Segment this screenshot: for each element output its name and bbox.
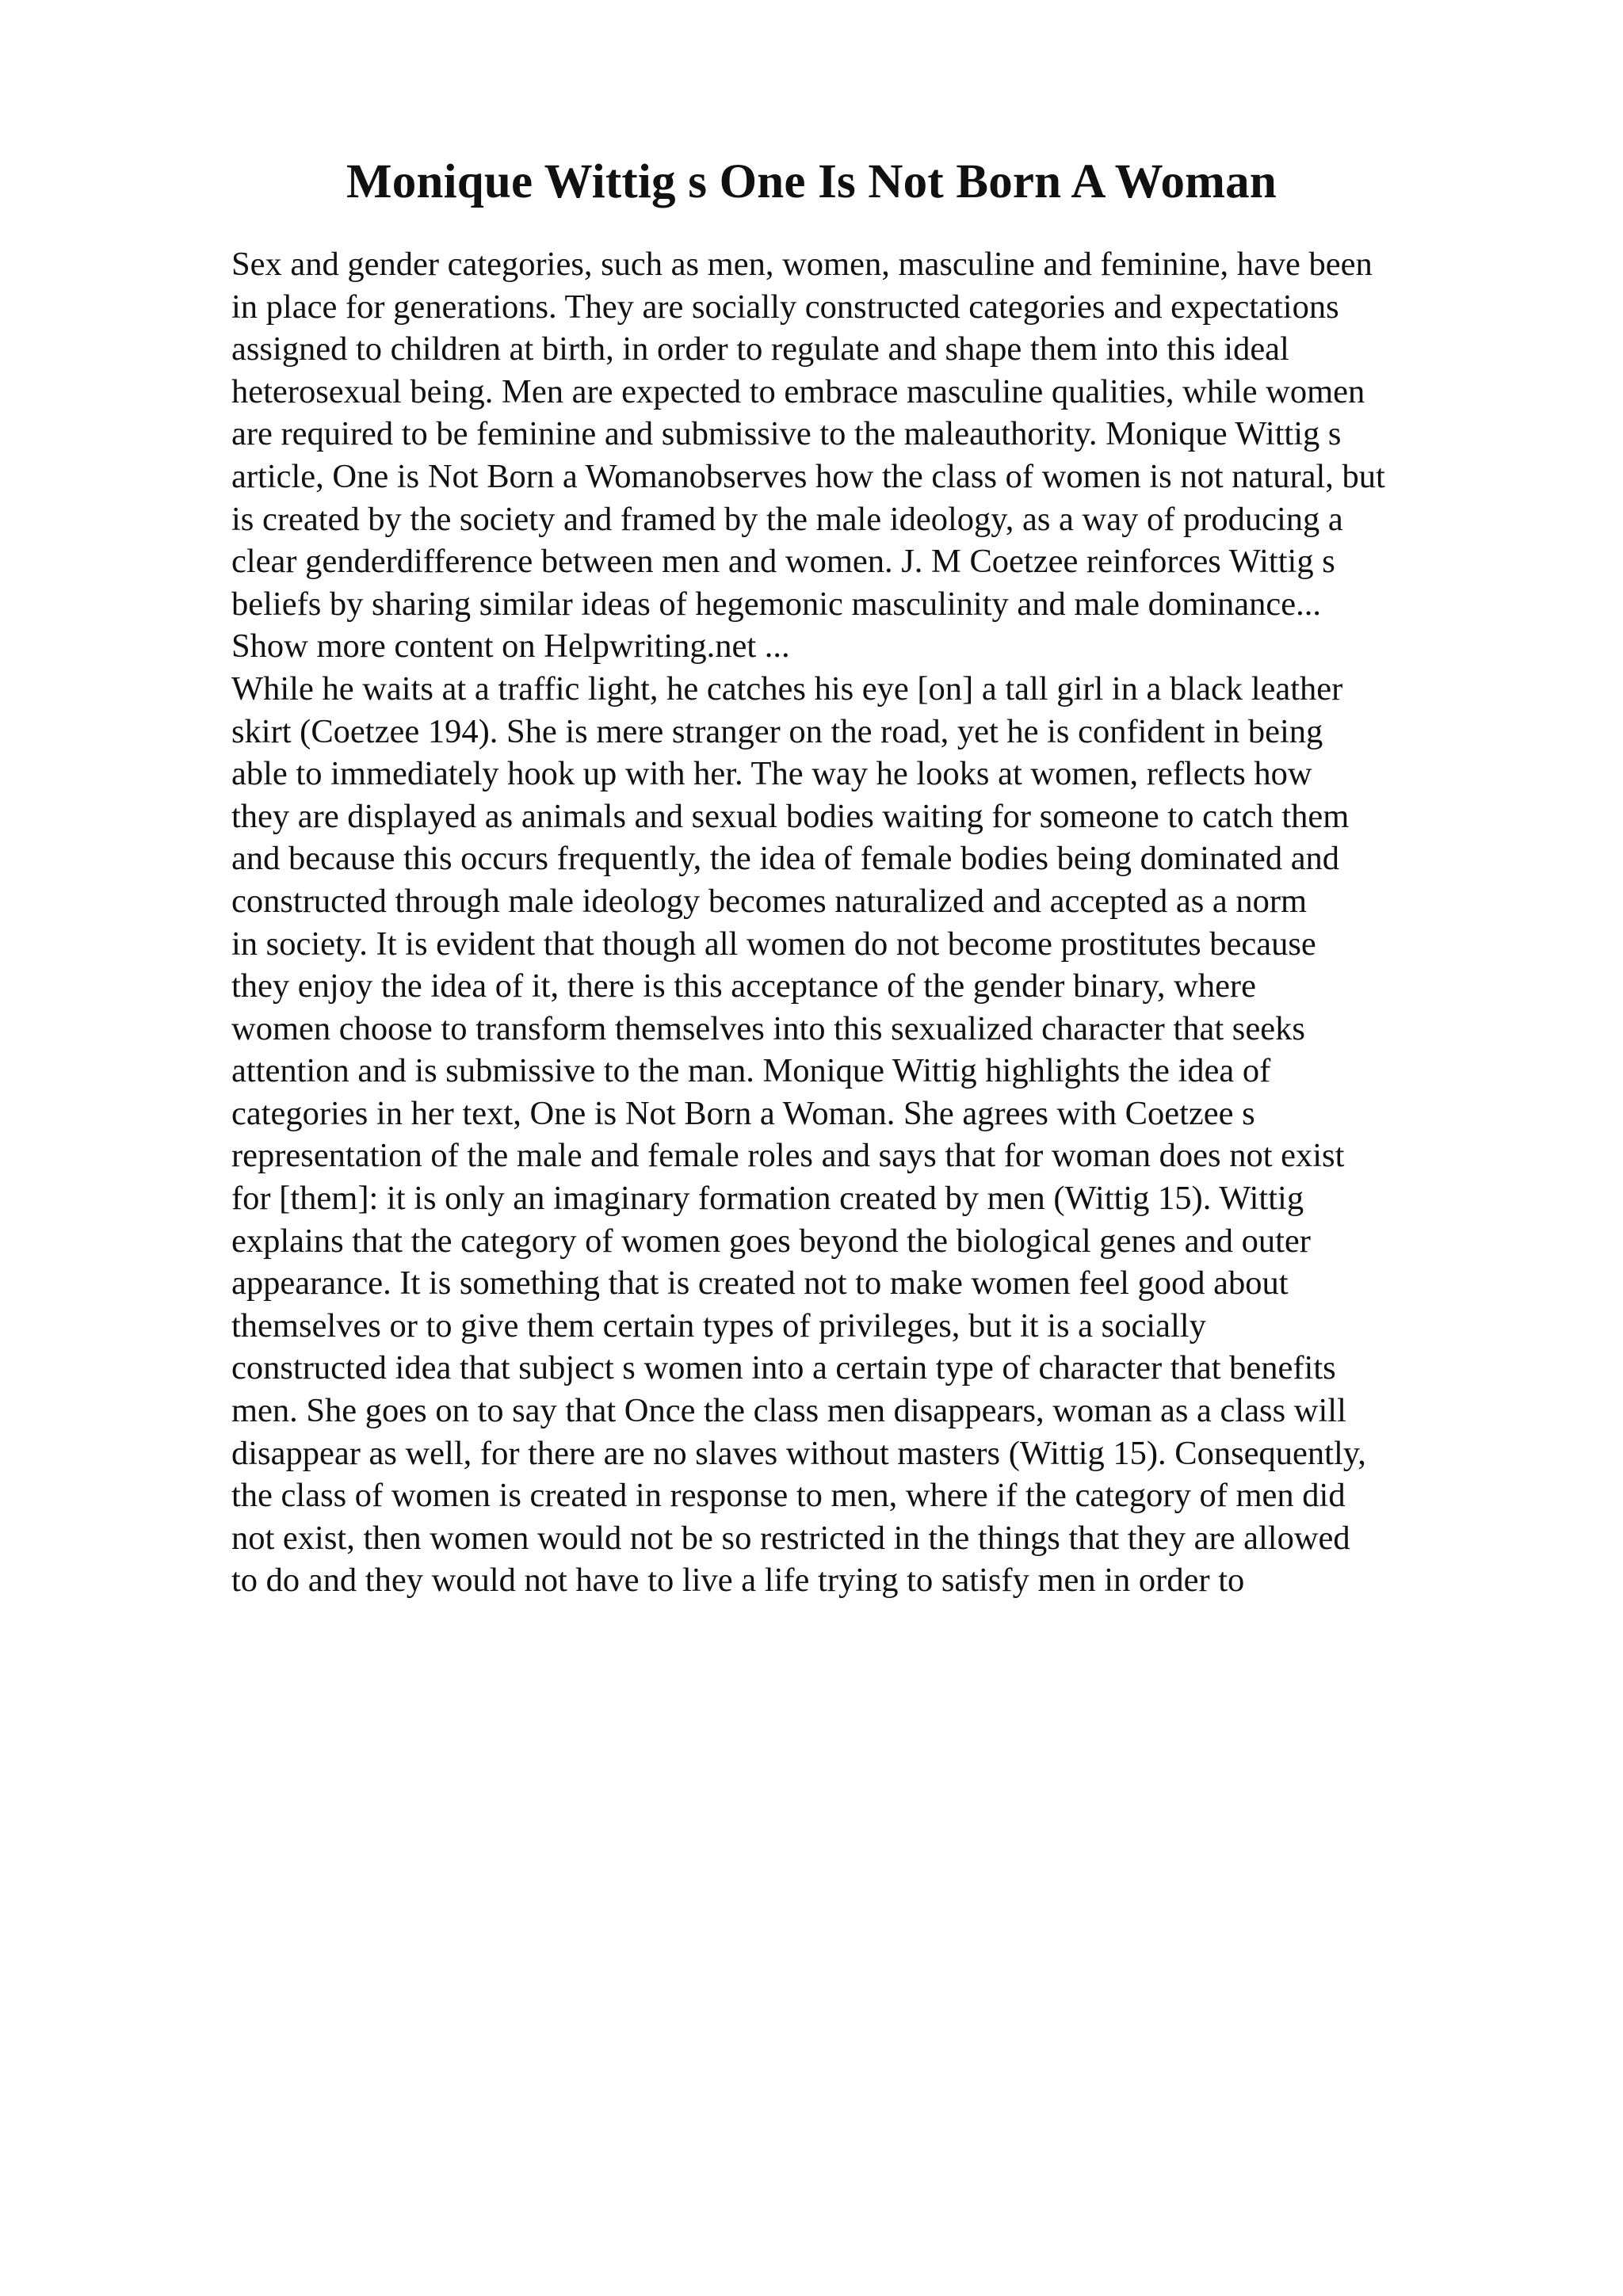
body-line: for [them]: it is only an imaginary formation created by men (Wittig 15). Wittig <box>231 1180 1304 1218</box>
show-more-link[interactable]: Show more content on Helpwriting.net ... <box>231 627 790 666</box>
body-line: and because this occurs frequently, the idea of female bodies being dominated and <box>231 840 1340 878</box>
body-line: heterosexual being. Men are expected to embrace masculine qualities, while women <box>231 372 1365 410</box>
body-line: skirt (Coetzee 194). She is mere stranger on the road, yet he is confident in being <box>231 712 1323 750</box>
body-line: constructed idea that subject s women into a certain type of character that benefits <box>231 1349 1336 1387</box>
body-line: explains that the category of women goes beyond the biological genes and outer <box>231 1222 1311 1260</box>
body-line: they enjoy the idea of it, there is this acceptance of the gender binary, where <box>231 967 1256 1005</box>
body-line: not exist, then women would not be so restricted in the things that they are allowed <box>231 1519 1350 1557</box>
body-line: able to immediately hook up with her. The way he looks at women, reflects how <box>231 755 1312 793</box>
body-line: article, One is Not Born a Womanobserves how the class of women is not natural, but <box>231 457 1385 495</box>
body-line: beliefs by sharing similar ideas of hegemonic masculinity and male dominance... <box>231 585 1321 623</box>
body-line: to do and they would not have to live a life trying to satisfy men in order to <box>231 1562 1245 1600</box>
body-line: themselves or to give them certain types of privileges, but it is a socially <box>231 1306 1206 1344</box>
body-line: men. She goes on to say that Once the class men disappears, woman as a class will <box>231 1392 1346 1430</box>
body-line: While he waits at a traffic light, he catches his eye [on] a tall girl in a black leather <box>231 669 1343 707</box>
document-title: Monique Wittig s One Is Not Born A Woman <box>346 155 1277 208</box>
body-line: the class of women is created in response to men, where if the category of men did <box>231 1477 1346 1515</box>
document-body <box>231 243 1531 1602</box>
body-line: categories in her text, One is Not Born a Woman. She agrees with Coetzee s <box>231 1094 1255 1132</box>
body-line: disappear as well, for there are no slaves without masters (Wittig 15). Consequently, <box>231 1434 1366 1472</box>
body-line: are required to be feminine and submissive to the maleauthority. Monique Wittig s <box>231 415 1342 453</box>
body-line: clear genderdifference between men and women. J. M Coetzee reinforces Wittig s <box>231 543 1335 581</box>
body-line: in society. It is evident that though all women do not become prostitutes because <box>231 925 1316 963</box>
body-line: in place for generations. They are socially constructed categories and expectations <box>231 288 1339 326</box>
body-line: women choose to transform themselves into this sexualized character that seeks <box>231 1009 1305 1047</box>
body-line: appearance. It is something that is created not to make women feel good about <box>231 1264 1289 1302</box>
body-line: constructed through male ideology becomes naturalized and accepted as a norm <box>231 882 1308 920</box>
body-line: attention and is submissive to the man. Monique Wittig highlights the idea of <box>231 1052 1271 1090</box>
body-line: is created by the society and framed by the male ideology, as a way of producing a <box>231 500 1343 538</box>
body-line: they are displayed as animals and sexual bodies waiting for someone to catch them <box>231 797 1350 835</box>
body-line: representation of the male and female roles and says that for woman does not exist <box>231 1137 1345 1175</box>
body-line: Sex and gender categories, such as men, women, masculine and feminine, have been <box>231 246 1373 283</box>
body-line: assigned to children at birth, in order to regulate and shape them into this ideal <box>231 330 1289 368</box>
